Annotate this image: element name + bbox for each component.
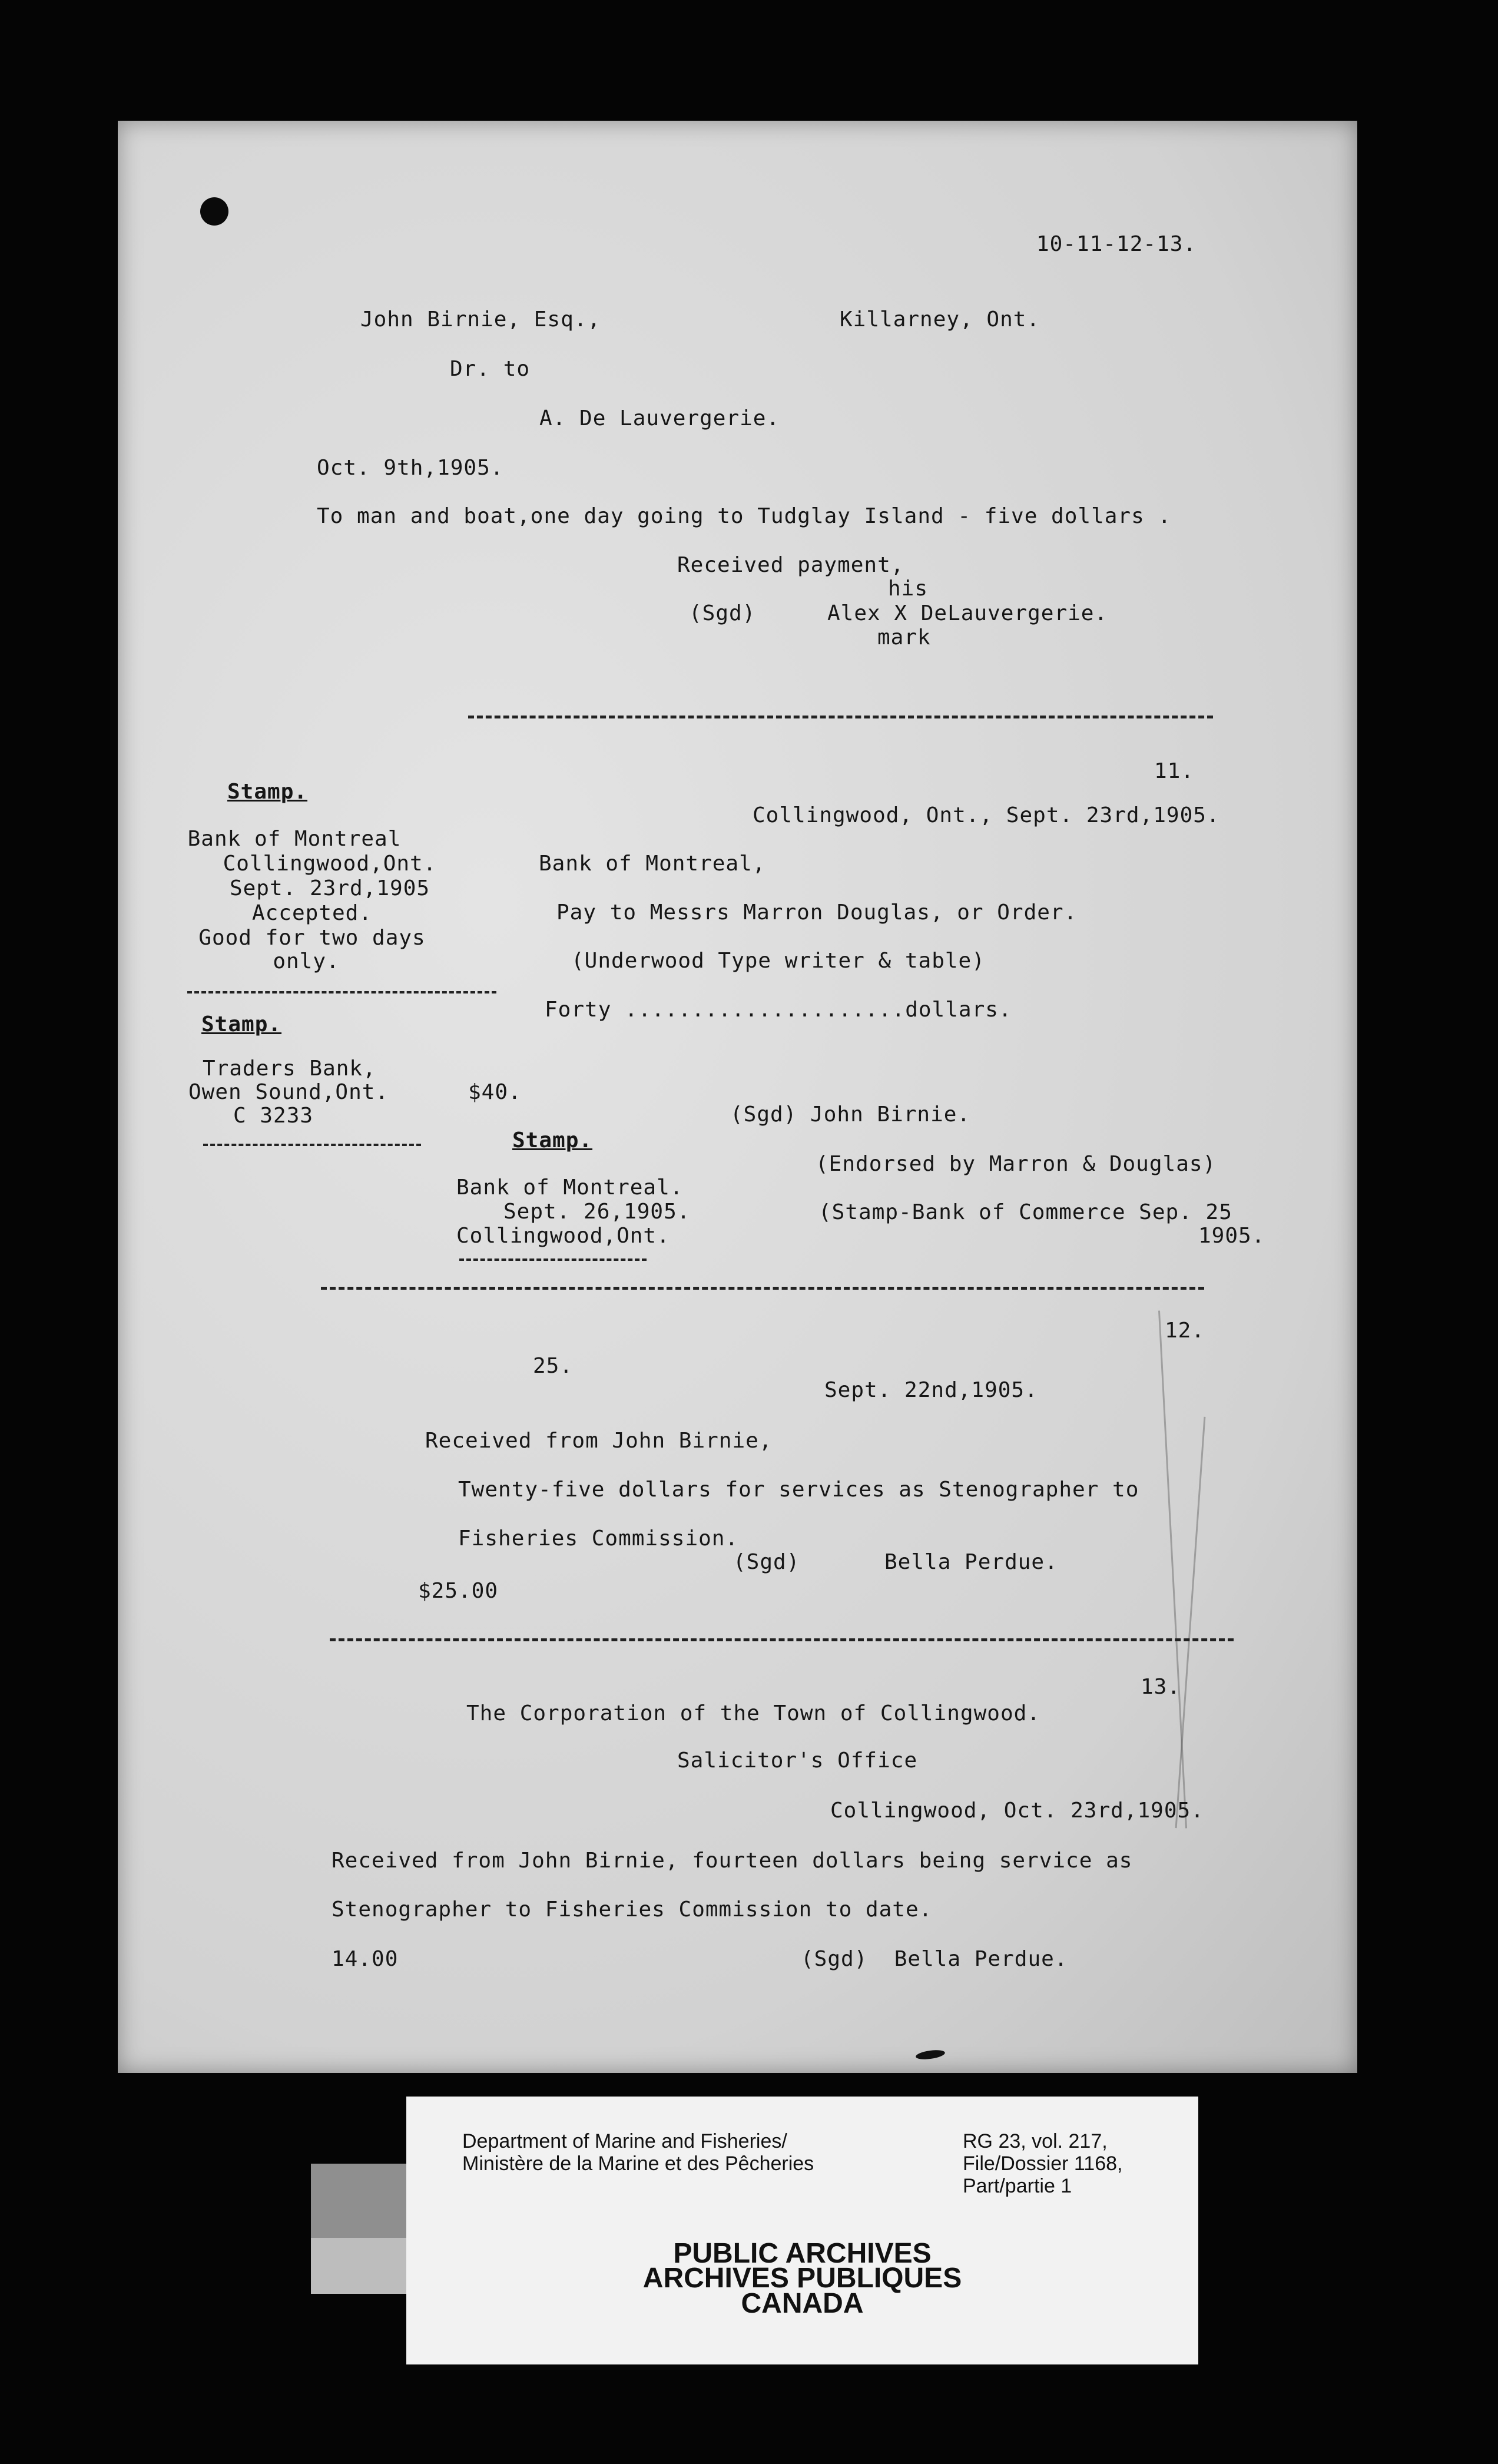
item-line: To man and boat,one day going to Tudglay Island - five dollars .	[317, 504, 1172, 528]
received-payment: Received payment,	[677, 553, 904, 577]
sgd-label: (Sgd)	[689, 601, 756, 625]
item-line: (Underwood Type writer & table)	[571, 949, 985, 973]
creditor: A. De Lauvergerie.	[539, 406, 780, 430]
stamp-line: Owen Sound,Ont.	[188, 1080, 389, 1104]
body-line: Fisheries Commission.	[458, 1526, 739, 1551]
stamp-line: only.	[273, 949, 340, 973]
stamp-line: Bank of Montreal	[187, 827, 402, 851]
paper-crease	[1158, 1311, 1187, 1829]
stamp-line: Bank of Montreal.	[456, 1175, 684, 1200]
dr-to: Dr. to	[450, 357, 531, 381]
endorsement: (Endorsed by Marron & Douglas)	[816, 1152, 1217, 1176]
stamp-line: Sept. 26,1905.	[503, 1200, 691, 1224]
stamp-commerce: (Stamp-Bank of Commerce Sep. 25	[818, 1200, 1232, 1224]
stamp-title: Stamp.	[201, 1012, 282, 1036]
amount-words: Forty .....................dollars.	[545, 998, 1012, 1022]
date: Oct. 9th,1905.	[317, 456, 504, 480]
received-line: Received from John Birnie,	[425, 1429, 773, 1453]
reference-number: 25.	[533, 1354, 574, 1378]
dateline: Collingwood, Oct. 23rd,1905.	[830, 1799, 1204, 1823]
stamp-title: Stamp.	[227, 780, 308, 804]
signer: Alex X DeLauvergerie.	[827, 601, 1108, 625]
stamp-line: Sept. 23rd,1905	[229, 876, 430, 900]
body-line: Received from John Birnie, fourteen dollars being service as	[332, 1849, 1133, 1873]
archive-title: PUBLIC ARCHIVES	[673, 2238, 932, 2269]
mark-label: mark	[877, 625, 931, 650]
date: Sept. 22nd,1905.	[824, 1378, 1038, 1402]
page-reference: 10-11-12-13.	[1036, 232, 1197, 256]
amount: $40.	[468, 1080, 522, 1104]
stamp-line: Traders Bank,	[203, 1057, 376, 1081]
archive-title: CANADA	[741, 2288, 864, 2319]
signature: (Sgd) John Birnie.	[730, 1102, 971, 1127]
separator-rule	[330, 1638, 1234, 1641]
archive-title: ARCHIVES PUBLIQUES	[642, 2263, 962, 2294]
body-line: Twenty-five dollars for services as Stenographer to	[458, 1478, 1139, 1502]
separator-rule	[468, 716, 1213, 718]
archive-ref: Part/partie 1	[963, 2175, 1072, 2197]
stamp-line: Collingwood,Ont.	[223, 852, 437, 876]
pay-to: Pay to Messrs Marron Douglas, or Order.	[556, 900, 1078, 925]
section-number: 12.	[1165, 1319, 1205, 1343]
amount: 14.00	[332, 1947, 399, 1971]
stamp-commerce-year: 1905.	[1198, 1224, 1265, 1248]
stamp-line: Collingwood,Ont.	[456, 1224, 670, 1248]
section-number: 13.	[1141, 1675, 1181, 1699]
stamp-rule	[203, 1144, 421, 1146]
stamp-line: C 3233	[233, 1104, 314, 1128]
stamp-rule	[187, 991, 496, 993]
punch-hole	[200, 197, 228, 226]
corporation: The Corporation of the Town of Collingwood.	[466, 1701, 1040, 1726]
paper-crease	[1175, 1417, 1206, 1829]
stamp-title: Stamp.	[512, 1128, 593, 1152]
stamp-rule	[459, 1259, 647, 1261]
ink-smudge	[915, 2049, 945, 2061]
separator-rule	[321, 1287, 1204, 1290]
section-number: 11.	[1154, 759, 1195, 783]
archive-ref: RG 23, vol. 217,	[963, 2130, 1108, 2152]
place: Killarney, Ont.	[840, 307, 1040, 332]
department-fr: Ministère de la Marine et des Pêcheries	[462, 2152, 814, 2175]
sgd-label: (Sgd)	[733, 1550, 800, 1574]
department-en: Department of Marine and Fisheries/	[462, 2130, 787, 2152]
dateline: Collingwood, Ont., Sept. 23rd,1905.	[753, 803, 1220, 827]
addressee: John Birnie, Esq.,	[360, 307, 601, 332]
signer: Bella Perdue.	[884, 1550, 1058, 1574]
office: Salicitor's Office	[677, 1748, 918, 1773]
archive-label	[406, 2097, 1198, 2364]
document-page	[118, 121, 1357, 2073]
stamp-line: Good for two days	[198, 926, 426, 950]
amount: $25.00	[418, 1579, 499, 1603]
archive-ref: File/Dossier 1168,	[963, 2152, 1123, 2175]
bank-name: Bank of Montreal,	[539, 852, 766, 876]
signature: (Sgd) Bella Perdue.	[801, 1947, 1068, 1971]
stamp-line: Accepted.	[251, 901, 373, 925]
body-line: Stenographer to Fisheries Commission to date.	[332, 1897, 933, 1922]
his-label: his	[888, 577, 929, 601]
